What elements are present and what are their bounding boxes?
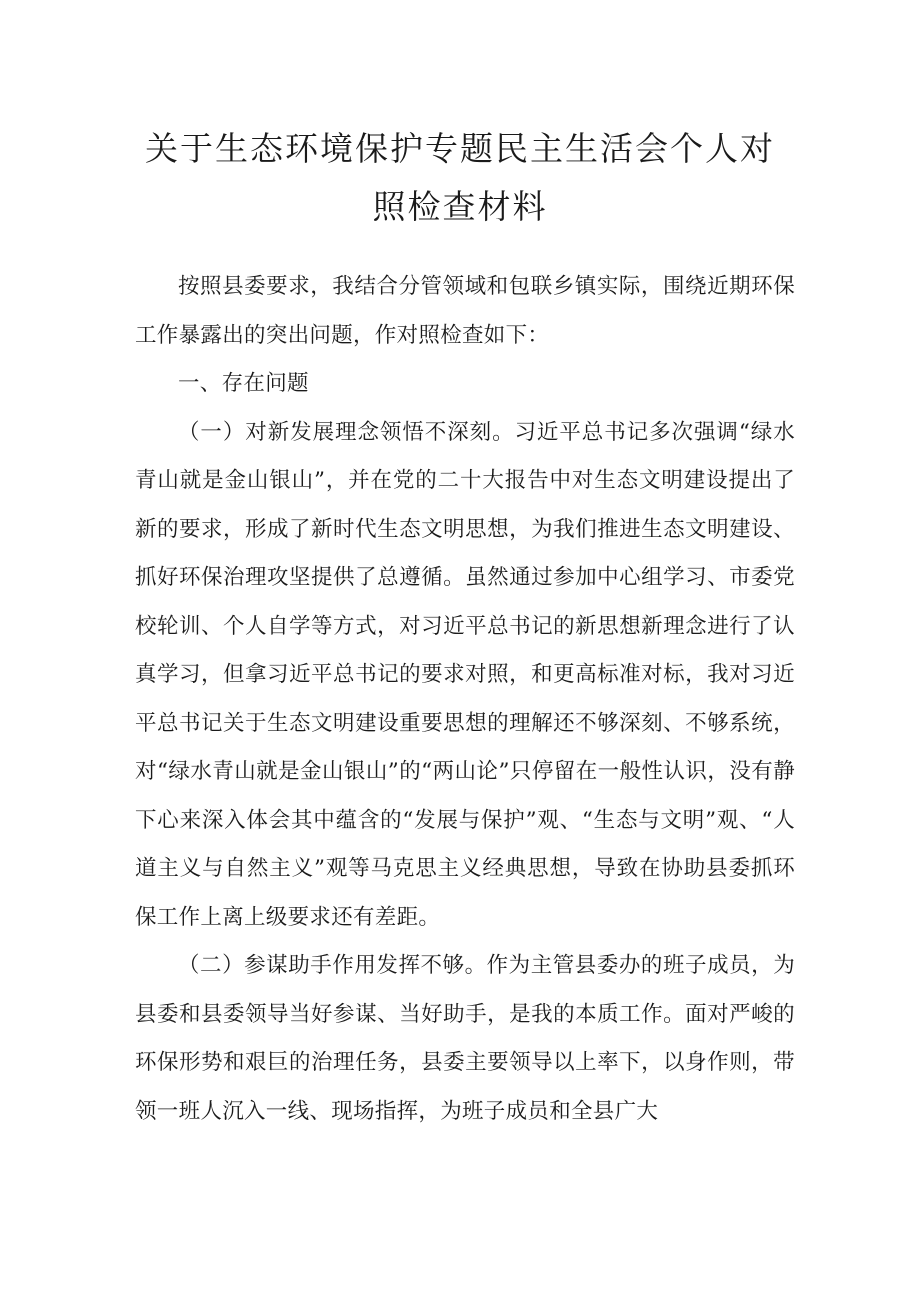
intro-paragraph: 按照县委要求，我结合分管领域和包联乡镇实际，围绕近期环保工作暴露出的突出问题，作对照检查如下： — [135, 274, 795, 348]
section-heading-problems: 一、存在问题 — [178, 371, 309, 396]
document-body — [135, 263, 795, 1136]
paragraph-1: （一）对新发展理念领悟不深刻。习近平总书记多次强调“绿水青山就是金山银山”，并在党的二十大报告中对生态文明建设提出了新的要求，形成了新时代生态文明思想，为我们推进生态文明建设、抓好环保治理攻坚提供了总遵循。虽然通过参加中心组学习、市委党校轮训、个人自学等方式，对习近平总书记的新思想新理念进行了认真学习，但拿习近平总书记的要求对照，和更高标准对标，我对习近平总书记关于生态文明建设重要思想的理解还不够深刻、不够系统，对“绿水青山就是金山银山”的“两山论”只停留在一般性认识，没有静下心来深入体会其中蕴含的“发展与保护”观、“生态与文明”观、“人道主义与自然主义”观等马克思主义经典思想，导致在协助县委抓环保工作上离上级要求还有差距。 — [135, 419, 795, 930]
paragraph-2: （二）参谋助手作用发挥不够。作为主管县委办的班子成员，为县委和县委领导当好参谋、当好助手，是我的本质工作。面对严峻的环保形势和艰巨的治理任务，县委主要领导以上率下，以身作则，带领一班人沉入一线、现场指挥，为班子成员和全县广大 — [135, 953, 795, 1124]
title-line-2: 照检查材料 — [372, 187, 548, 226]
document-title — [0, 120, 920, 236]
title-line-1: 关于生态环境保护专题民主生活会个人对 — [145, 129, 775, 168]
